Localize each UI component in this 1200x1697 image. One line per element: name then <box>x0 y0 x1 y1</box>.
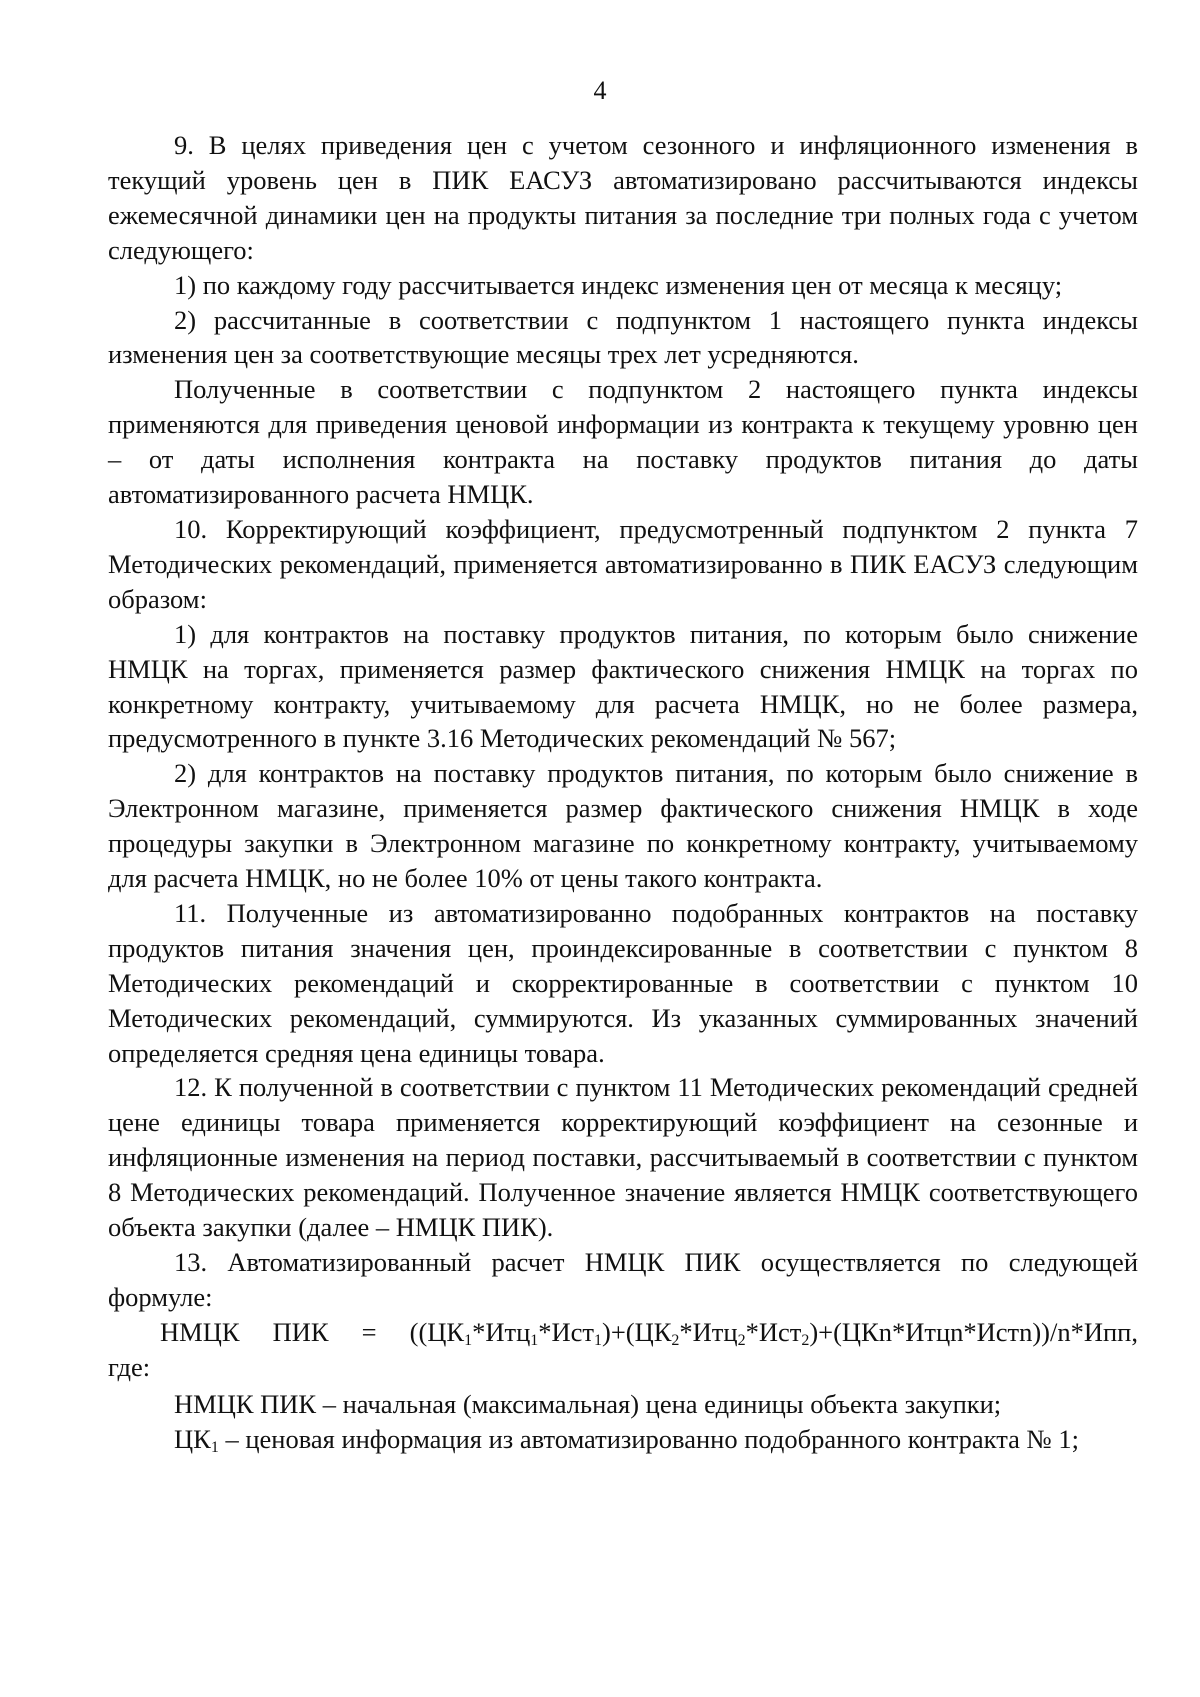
paragraph-9-result: Полученные в соответствии с подпунктом 2 настоящего пункта индексы применяются для приведения ценовой информации из контракта к текущему уровню цен – от даты исполнения контракта на поставку продуктов питания до даты автоматизированного расчета НМЦК. <box>108 374 1138 510</box>
paragraph-11: 11. Полученные из автоматизированно подобранных контрактов на поставку продуктов питания значения цен, проиндексированные в соответствии с пунктом 8 Методических рекомендаций и скорректированные в соответствии с пунктом 10 Методических рекомендаций, суммируются. Из указанных суммированных значений определяется средняя цена единицы товара. <box>108 897 1138 1068</box>
formula-rhs: $((ЦК_1*Итц_1*Ист_1)+(ЦК_2*Итц_2*Ист_2)+(ЦКn*Итцn*Истn))/n*Ипп$, <box>409 1316 1138 1349</box>
paragraph-9-item-1: 1) по каждому году рассчитывается индекс изменения цен от месяца к месяцу; <box>174 269 1063 300</box>
definition-ck1: $ЦК_1$ – ценовая информация из автоматизированно подобранного контракта № 1; <box>174 1423 1080 1456</box>
paragraph-13: 13. Автоматизированный расчет НМЦК ПИК осуществляется по следующей формуле: <box>108 1247 1138 1312</box>
formula <box>108 1315 1138 1350</box>
paragraph-10-item-1: 1) для контрактов на поставку продуктов питания, по которым было снижение НМЦК на торгах, применяется размер фактического снижения НМЦК на торгах по конкретному контракту, учитываемому для расчета НМЦК, но не более размера, предусмотренного в пункте 3.16 Методических рекомендаций № 567; <box>108 618 1138 754</box>
paragraph-9-item-2: 2) рассчитанные в соответствии с подпунктом 1 настоящего пункта индексы изменения цен за соответствующие месяцы трех лет усредняются. <box>108 304 1138 370</box>
document-body <box>108 128 1138 1456</box>
page-number: 4 <box>593 76 607 105</box>
paragraph-9: 9. В целях приведения цен с учетом сезонного и инфляционного изменения в текущий уровень цен в ПИК ЕАСУЗ автоматизировано рассчитываются индексы ежемесячной динамики цен на продукты питания за последние три полных года с учетом следующего: <box>108 130 1138 265</box>
formula-lhs: НМЦК ПИК = <box>160 1316 377 1347</box>
definition-nmck-pik: НМЦК ПИК – начальная (максимальная) цена единицы объекта закупки; <box>174 1388 1002 1419</box>
where-label: где: <box>108 1351 151 1382</box>
paragraph-10: 10. Корректирующий коэффициент, предусмотренный подпунктом 2 пункта 7 Методических рекомендаций, применяется автоматизированно в ПИК ЕАСУЗ следующим образом: <box>108 513 1138 614</box>
paragraph-10-item-2: 2) для контрактов на поставку продуктов питания, по которым было снижение в Электронном магазине, применяется размер фактического снижения НМЦК в ходе процедуры закупки в Электронном магазине по конкретному контракту, учитываемому для расчета НМЦК, но не более 10% от цены такого контракта. <box>108 758 1138 894</box>
paragraph-12: 12. К полученной в соответствии с пунктом 11 Методических рекомендаций средней цене единицы товара применяется корректирующий коэффициент на сезонные и инфляционные изменения на период поставки, рассчитываемый в соответствии с пунктом 8 Методических рекомендаций. Полученное значение является НМЦК соответствующего объекта закупки (далее – НМЦК ПИК). <box>108 1072 1138 1243</box>
